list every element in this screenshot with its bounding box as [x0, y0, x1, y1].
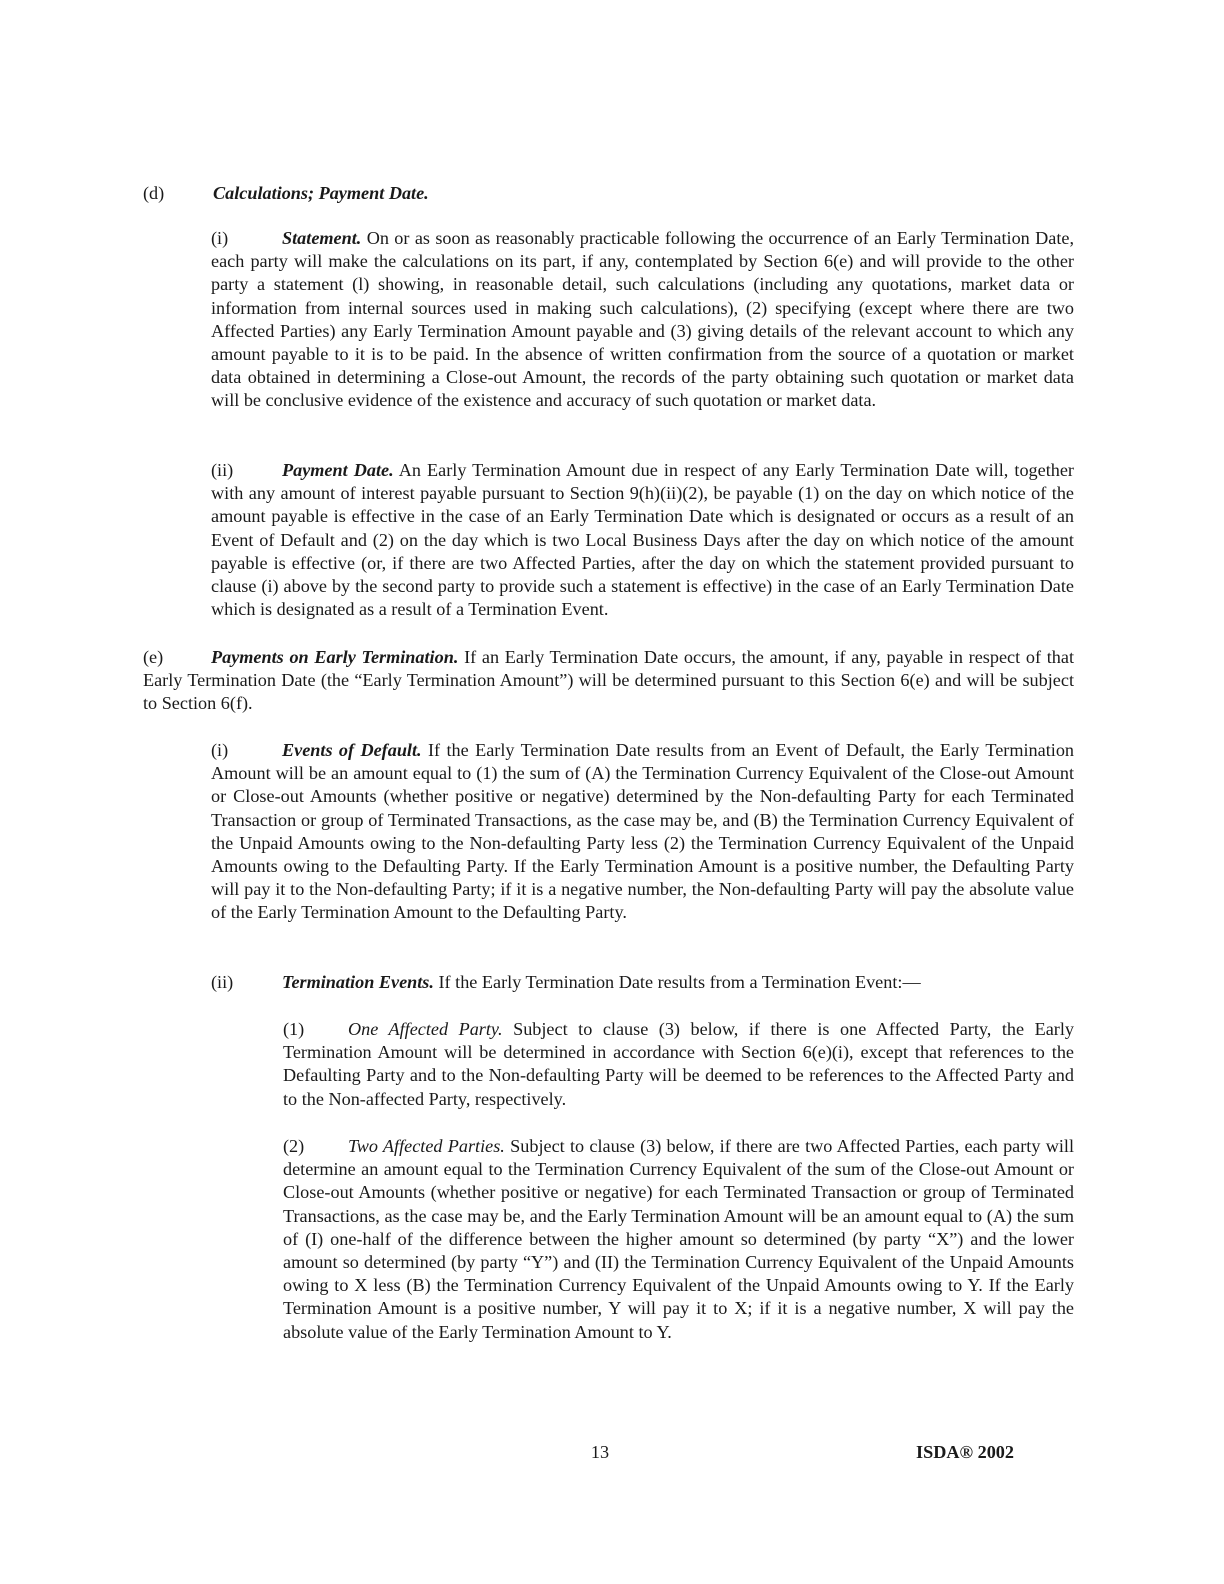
- section-e-ii-2-label: (2): [283, 1136, 305, 1156]
- section-e-ii-text: If the Early Termination Date results from a Termination Event:—: [438, 972, 921, 992]
- section-e-label: (e): [143, 647, 164, 667]
- section-d-i-title: Statement.: [282, 228, 362, 248]
- section-d-i-label: (i): [211, 228, 229, 248]
- page-number: 13: [590, 1442, 610, 1462]
- section-e-ii-paragraph: [211, 971, 1074, 994]
- section-e-ii-1-paragraph: [283, 1018, 1074, 1111]
- section-d-i-paragraph: [211, 227, 1074, 413]
- section-e-ii-label: (ii): [211, 972, 234, 992]
- section-e-title: Payments on Early Termination.: [211, 647, 459, 667]
- section-e-ii-title: Termination Events.: [282, 972, 434, 992]
- section-d-ii-text: An Early Termination Amount due in respect of any Early Termination Date will, together with any amount of interest payable pursuant to Section 9(h)(ii)(2), be payable (1) on the day on which notice of the amount payable is effective in the case of an Early Termination Date which is designated or occurs as a result of an Event of Default and (2) on the day which is two Local Business Days after the day on which notice of the amount payable is effective (or, if there are two Affected Parties, after the day on which the statement provided pursuant to clause (i) above by the second party to provide such a statement is effective) in the case of an Early Termination Date which is designated as a result of a Termination Event.: [211, 460, 1074, 620]
- section-d-ii-label: (ii): [211, 460, 234, 480]
- section-e-i-title: Events of Default.: [282, 740, 422, 760]
- section-e-ii-1-title: One Affected Party.: [348, 1019, 503, 1039]
- section-e-paragraph: [143, 646, 1074, 716]
- section-e-i-text: If the Early Termination Date results from an Event of Default, the Early Termination Amount will be an amount equal to (1) the sum of (A) the Termination Currency Equivalent of the Close-out Amount or Close-out Amounts (whether positive or negative) determined by the Non-defaulting Party for each Terminated Transaction or group of Terminated Transactions, as the case may be, and (B) the Termination Currency Equivalent of the Unpaid Amounts owing to the Non-defaulting Party less (2) the Termination Currency Equivalent of the Unpaid Amounts owing to the Defaulting Party. If the Early Termination Amount is a positive number, the Defaulting Party will pay it to the Non-defaulting Party; if it is a negative number, the Non-defaulting Party will pay the absolute value of the Early Termination Amount to the Defaulting Party.: [211, 740, 1075, 923]
- section-d-title: Calculations; Payment Date.: [213, 183, 429, 203]
- document-id: ISDA® 2002: [916, 1442, 1014, 1462]
- section-e-ii-2-text: Subject to clause (3) below, if there are two Affected Parties, each party will determine an amount equal to the Termination Currency Equivalent of the sum of the Close-out Amount or Close-out Amounts (whether positive or negative) for each Terminated Transaction or group of Terminated Transactions, as the case may be, and the Early Termination Amount will be an amount equal to (A) the sum of (I) one-half of the difference between the higher amount so determined (by party “X”) and the lower amount so determined (by party “Y”) and (II) the Termination Currency Equivalent of the Unpaid Amounts owing to X less (B) the Termination Currency Equivalent of the Unpaid Amounts owing to Y. If the Early Termination Amount is a positive number, Y will pay it to X; if it is a negative number, X will pay the absolute value of the Early Termination Amount to Y.: [283, 1136, 1075, 1342]
- section-e-i-label: (i): [211, 740, 229, 760]
- section-e-ii-2-paragraph: [283, 1135, 1074, 1344]
- section-d-ii-title: Payment Date.: [282, 460, 394, 480]
- section-e-ii-2-title: Two Affected Parties.: [348, 1136, 505, 1156]
- section-e-i-paragraph: [211, 739, 1074, 925]
- section-d-label: (d): [143, 183, 165, 203]
- section-e-ii-1-text: Subject to clause (3) below, if there is one Affected Party, the Early Termination Amount will be determined in accordance with Section 6(e)(i), except that references to the Defaulting Party and to the Non-defaulting Party will be deemed to be references to the Affected Party and to the Non-affected Party, respectively.: [283, 1019, 1074, 1109]
- section-e-ii-1-label: (1): [283, 1019, 305, 1039]
- section-d-i-text: On or as soon as reasonably practicable following the occurrence of an Early Termination Date, each party will make the calculations on its part, if any, contemplated by Section 6(e) and will provide to the other party a statement (l) showing, in reasonable detail, such calculations (including any quotations, market data or information from internal sources used in making such calculations), (2) specifying (except where there are two Affected Parties) any Early Termination Amount payable and (3) giving details of the relevant account to which any amount payable to it is to be paid. In the absence of written confirmation from the source of a quotation or market data obtained in determining a Close-out Amount, the records of the party obtaining such quotation or market data will be conclusive evidence of the existence and accuracy of such quotation or market data.: [211, 228, 1075, 411]
- section-d-heading: [143, 182, 429, 205]
- section-d-ii-paragraph: [211, 459, 1074, 621]
- section-e-text: If an Early Termination Date occurs, the amount, if any, payable in respect of that Early Termination Date (the “Early Termination Amount”) will be determined pursuant to this Section 6(e) and will be subject to Section 6(f).: [143, 647, 1075, 714]
